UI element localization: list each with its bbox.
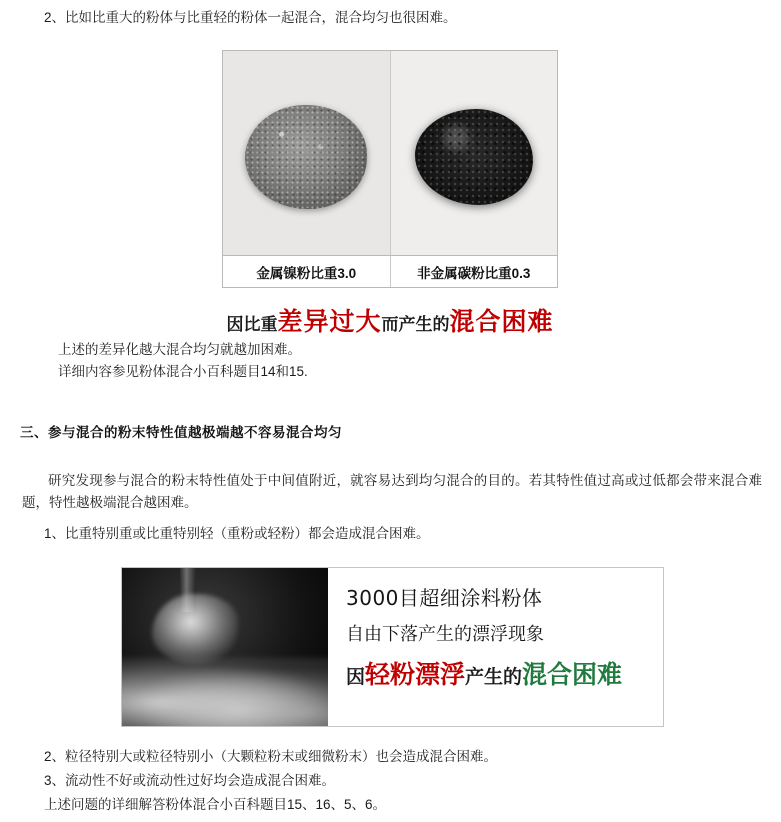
figure2-line-2: 自由下落产生的漂浮现象: [346, 624, 544, 645]
photo-dust-plume: [122, 568, 328, 726]
figure-floating-powder: [121, 567, 664, 727]
figure1-title-highlight-2: 混合困难: [449, 307, 554, 336]
paragraph-section3-item-2: 2、粒径特别大或粒径特别小（大颗粒粉末或细微粉末）也会造成混合困难。: [44, 749, 498, 764]
paragraph-section3-item-1: 1、比重特别重或比重特别轻（重粉或轻粉）都会造成混合困难。: [44, 526, 430, 541]
paragraph-after-figure1-line1: 上述的差异化越大混合均匀就越加困难。: [58, 342, 301, 357]
paragraph-closing-note: 上述问题的详细解答粉体混合小百科题目15、16、5、6。: [44, 797, 387, 812]
photo-nickel-powder: [223, 51, 391, 255]
powder-plume: [152, 594, 238, 664]
figure-powder-comparison: [222, 50, 558, 338]
figure2-line-1: 3000目超细涂料粉体: [346, 586, 543, 610]
paragraph-section3-body: 研究发现参与混合的粉末特性值处于中间值附近，就容易达到均匀混合的目的。若其特性值过高或过低都会带来混合难题，特性越极端混合越困难。: [22, 473, 762, 510]
figure2-line3-highlight-red: 轻粉漂浮: [365, 660, 466, 689]
nickel-powder-pile: [245, 105, 367, 209]
figure1-title-prefix: 因比重: [226, 315, 278, 335]
figure1-photo-row: [222, 50, 558, 256]
paragraph-item-2: 2、比如比重大的粉体与比重轻的粉体一起混合，混合均匀也很困难。: [44, 10, 457, 25]
figure1-caption-row: [222, 256, 558, 288]
figure2-line-3: [346, 655, 653, 691]
figure1-title-middle: 而产生的: [381, 315, 450, 335]
figure2-line3-middle: 产生的: [465, 666, 523, 688]
caption-nickel: 金属镍粉比重3.0: [223, 256, 391, 287]
carbon-powder-pile: [415, 109, 533, 205]
caption-carbon: 非金属碳粉比重0.3: [417, 265, 531, 281]
section-heading-3: 三、参与混合的粉末特性值越极端越不容易混合均匀: [20, 425, 342, 440]
figure2-text-block: [328, 568, 663, 726]
figure2-line3-highlight-green: 混合困难: [522, 660, 623, 689]
figure1-title: [222, 302, 558, 338]
paragraph-section3-item-3: 3、流动性不好或流动性过好均会造成混合困难。: [44, 773, 336, 788]
figure2-line3-prefix: 因: [346, 666, 366, 688]
photo-carbon-powder: [391, 51, 558, 255]
figure1-title-highlight-1: 差异过大: [277, 307, 382, 336]
paragraph-after-figure1-line2: 详细内容参见粉体混合小百科题目14和15.: [58, 364, 308, 379]
powder-cloud: [122, 658, 328, 726]
